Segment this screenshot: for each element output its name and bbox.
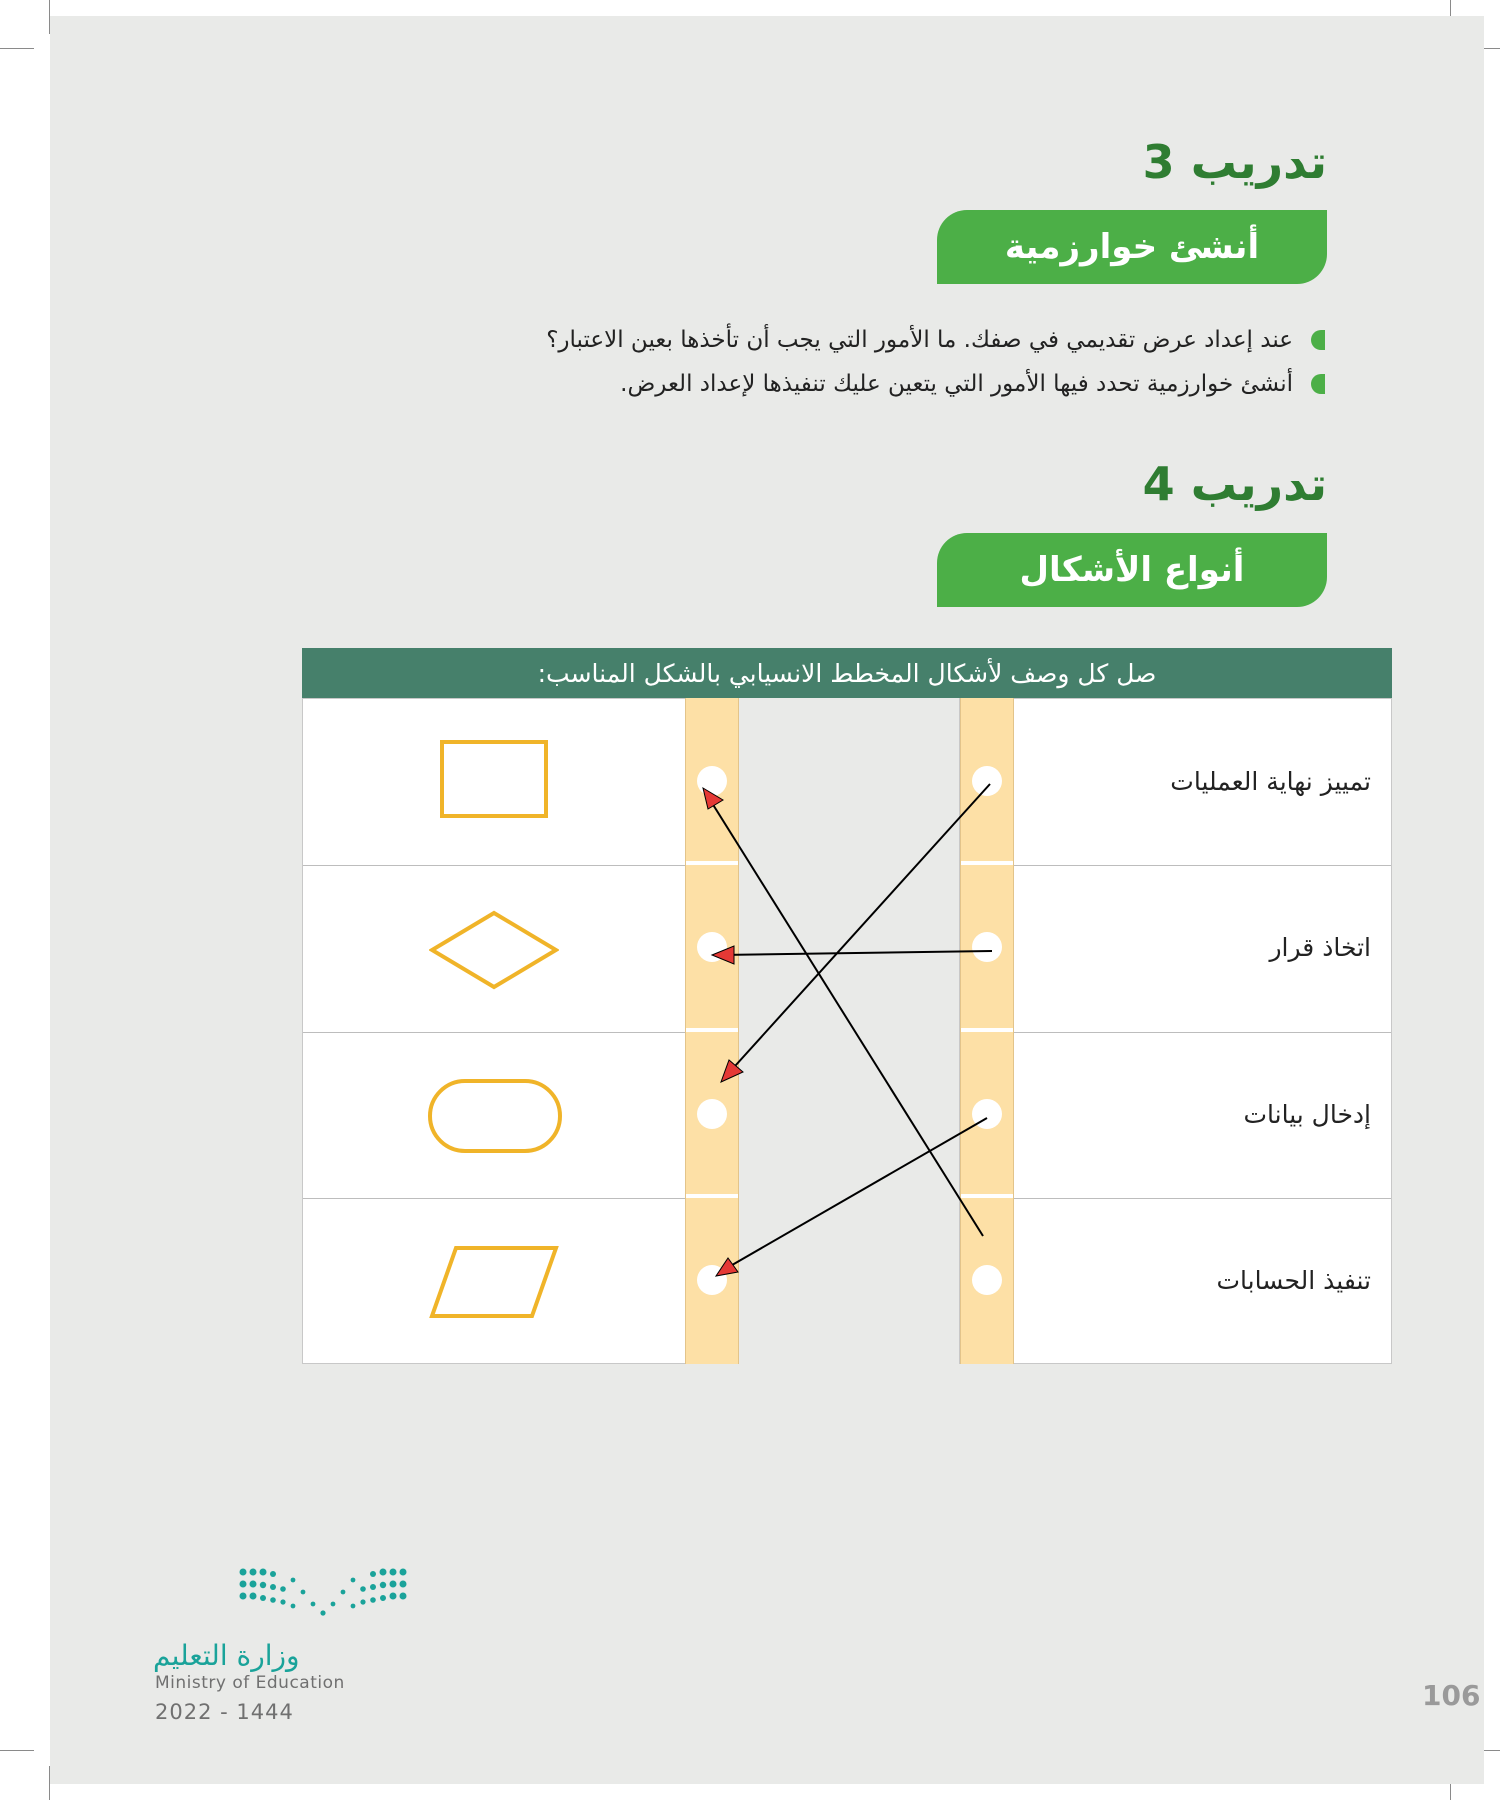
page-number: 106 xyxy=(1422,1679,1481,1712)
bullet-icon xyxy=(1311,374,1325,394)
ministry-logo xyxy=(150,1566,450,1736)
crop-mark xyxy=(0,1750,34,1751)
bullet-icon xyxy=(1311,330,1325,350)
arrow-head-icon xyxy=(703,788,723,809)
arrow-head-icon xyxy=(721,1060,743,1082)
edition-year: 2022 - 1444 xyxy=(155,1700,294,1724)
matching-exercise xyxy=(302,648,1392,1366)
bullet-text: أنشئ خوارزمية تحدد فيها الأمور التي يتعين عليك تنفيذها لإعداد العرض. xyxy=(620,371,1293,397)
match-arrow-line xyxy=(726,784,990,1076)
textbook-page xyxy=(50,16,1484,1784)
arrow-head-icon xyxy=(716,1258,738,1276)
exercise-4-section-label: أنواع الأشكال xyxy=(937,533,1327,607)
exercise-3-section-label: أنشئ خوارزمية xyxy=(937,210,1327,284)
matching-instruction: صل كل وصف لأشكال المخطط الانسيابي بالشكل المناسب: xyxy=(302,648,1392,698)
description-item: تنفيذ الحسابات xyxy=(1216,1266,1371,1295)
description-item: تمييز نهاية العمليات xyxy=(1170,767,1371,796)
bullet-item xyxy=(427,362,1327,406)
crop-mark xyxy=(0,48,34,49)
match-arrow-line xyxy=(720,951,992,955)
ministry-name-english: Ministry of Education xyxy=(155,1673,345,1693)
arrow-head-icon xyxy=(712,946,734,964)
exercise-3-bullet-list xyxy=(427,318,1327,406)
ministry-name-arabic: وزارة التعليم xyxy=(153,1639,300,1672)
match-arrow-line xyxy=(720,1118,987,1272)
description-item: إدخال بيانات xyxy=(1243,1100,1371,1129)
exercise-3-title: تدريب 3 xyxy=(1142,135,1327,189)
description-item: اتخاذ قرار xyxy=(1269,933,1371,962)
bullet-text: عند إعداد عرض تقديمي في صفك. ما الأمور التي يجب أن تأخذها بعين الاعتبار؟ xyxy=(546,327,1293,353)
ministry-logo-icon xyxy=(238,1566,413,1626)
bullet-item xyxy=(427,318,1327,362)
exercise-4-title: تدريب 4 xyxy=(1142,457,1327,511)
matching-arrows xyxy=(302,648,1392,1366)
match-arrow-line xyxy=(707,795,983,1236)
